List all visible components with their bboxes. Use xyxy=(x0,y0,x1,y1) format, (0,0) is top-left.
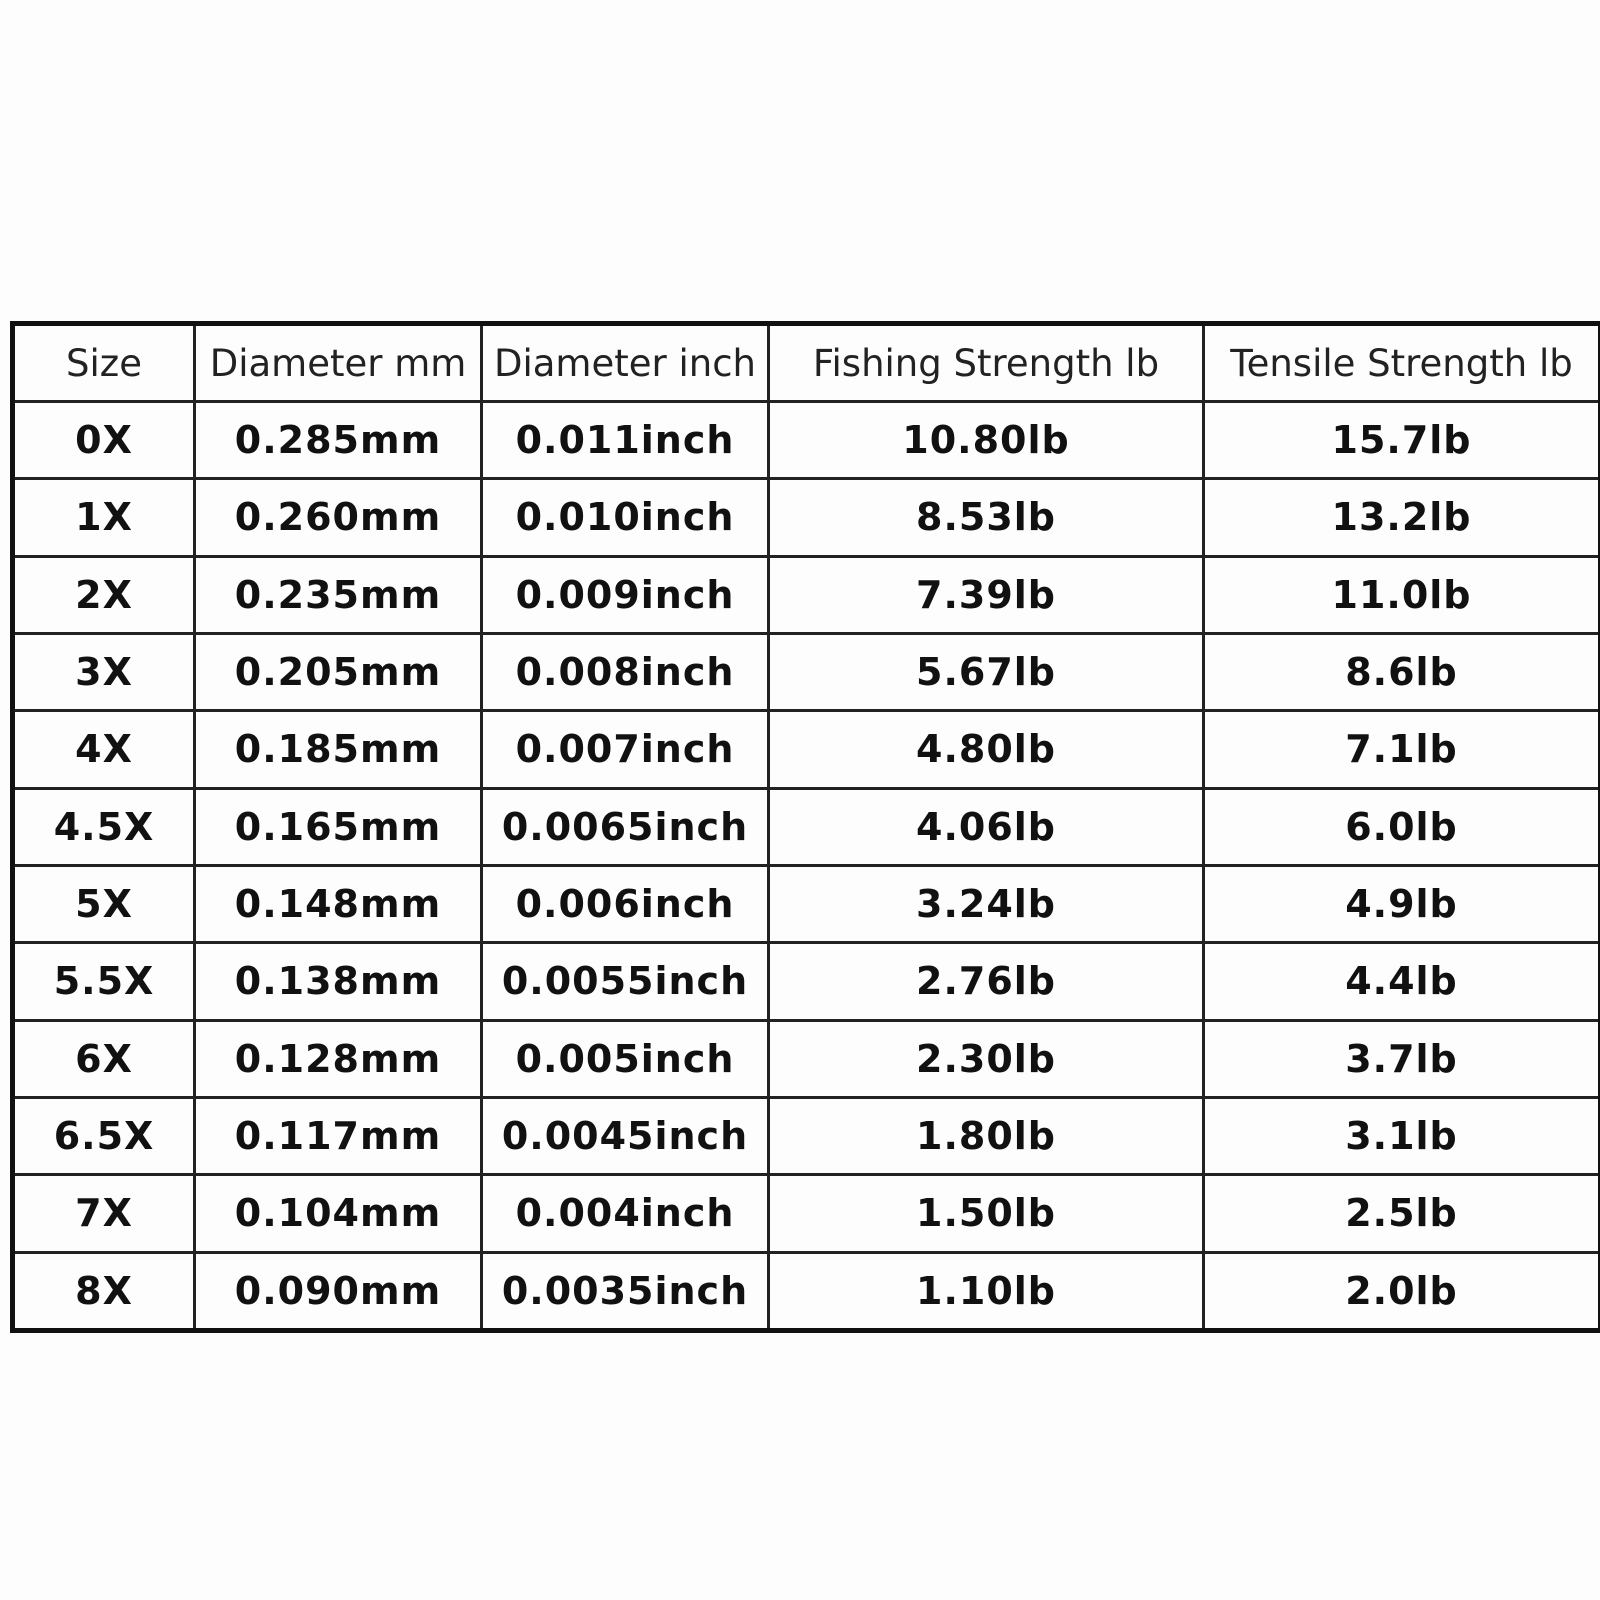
cell-tensile-strength: 15.7lb xyxy=(1204,402,1600,479)
cell-fishing-strength: 5.67lb xyxy=(769,633,1204,710)
cell-size: 2X xyxy=(13,556,195,633)
cell-size: 3X xyxy=(13,633,195,710)
cell-fishing-strength: 7.39lb xyxy=(769,556,1204,633)
cell-diameter-mm: 0.128mm xyxy=(195,1020,482,1097)
cell-fishing-strength: 1.10lb xyxy=(769,1252,1204,1330)
cell-size: 4.5X xyxy=(13,788,195,865)
table-row xyxy=(13,402,1600,479)
cell-diameter-mm: 0.185mm xyxy=(195,711,482,788)
cell-diameter-inch: 0.010inch xyxy=(482,479,769,556)
table-row xyxy=(13,865,1600,942)
cell-size: 6.5X xyxy=(13,1097,195,1174)
header-size: Size xyxy=(13,324,195,402)
table-header-row xyxy=(13,324,1600,402)
cell-diameter-mm: 0.285mm xyxy=(195,402,482,479)
cell-diameter-mm: 0.138mm xyxy=(195,943,482,1020)
cell-diameter-inch: 0.0045inch xyxy=(482,1097,769,1174)
cell-size: 7X xyxy=(13,1175,195,1252)
tippet-size-table xyxy=(10,321,1600,1333)
cell-fishing-strength: 1.80lb xyxy=(769,1097,1204,1174)
cell-diameter-inch: 0.005inch xyxy=(482,1020,769,1097)
cell-diameter-mm: 0.165mm xyxy=(195,788,482,865)
header-fishing-strength: Fishing Strength lb xyxy=(769,324,1204,402)
table-row xyxy=(13,479,1600,556)
cell-diameter-mm: 0.090mm xyxy=(195,1252,482,1330)
cell-diameter-inch: 0.007inch xyxy=(482,711,769,788)
cell-diameter-mm: 0.117mm xyxy=(195,1097,482,1174)
table-row xyxy=(13,633,1600,710)
cell-size: 1X xyxy=(13,479,195,556)
table-row xyxy=(13,1097,1600,1174)
cell-size: 8X xyxy=(13,1252,195,1330)
cell-tensile-strength: 4.4lb xyxy=(1204,943,1600,1020)
cell-tensile-strength: 6.0lb xyxy=(1204,788,1600,865)
table-row xyxy=(13,1020,1600,1097)
header-diameter-mm: Diameter mm xyxy=(195,324,482,402)
cell-fishing-strength: 2.76lb xyxy=(769,943,1204,1020)
cell-diameter-inch: 0.011inch xyxy=(482,402,769,479)
cell-diameter-inch: 0.004inch xyxy=(482,1175,769,1252)
table-row xyxy=(13,711,1600,788)
cell-tensile-strength: 3.7lb xyxy=(1204,1020,1600,1097)
cell-diameter-inch: 0.0065inch xyxy=(482,788,769,865)
cell-size: 4X xyxy=(13,711,195,788)
cell-fishing-strength: 8.53lb xyxy=(769,479,1204,556)
cell-tensile-strength: 7.1lb xyxy=(1204,711,1600,788)
table-row xyxy=(13,788,1600,865)
cell-fishing-strength: 4.06lb xyxy=(769,788,1204,865)
cell-diameter-mm: 0.235mm xyxy=(195,556,482,633)
cell-fishing-strength: 1.50lb xyxy=(769,1175,1204,1252)
cell-diameter-inch: 0.0055inch xyxy=(482,943,769,1020)
cell-tensile-strength: 2.0lb xyxy=(1204,1252,1600,1330)
cell-tensile-strength: 4.9lb xyxy=(1204,865,1600,942)
table-row xyxy=(13,943,1600,1020)
cell-size: 0X xyxy=(13,402,195,479)
cell-tensile-strength: 13.2lb xyxy=(1204,479,1600,556)
cell-diameter-inch: 0.0035inch xyxy=(482,1252,769,1330)
cell-tensile-strength: 3.1lb xyxy=(1204,1097,1600,1174)
cell-size: 5.5X xyxy=(13,943,195,1020)
cell-fishing-strength: 10.80lb xyxy=(769,402,1204,479)
cell-tensile-strength: 11.0lb xyxy=(1204,556,1600,633)
cell-tensile-strength: 2.5lb xyxy=(1204,1175,1600,1252)
cell-diameter-inch: 0.008inch xyxy=(482,633,769,710)
table-row xyxy=(13,1175,1600,1252)
cell-diameter-inch: 0.006inch xyxy=(482,865,769,942)
cell-fishing-strength: 4.80lb xyxy=(769,711,1204,788)
cell-diameter-inch: 0.009inch xyxy=(482,556,769,633)
cell-diameter-mm: 0.104mm xyxy=(195,1175,482,1252)
cell-fishing-strength: 2.30lb xyxy=(769,1020,1204,1097)
table-row xyxy=(13,556,1600,633)
cell-size: 5X xyxy=(13,865,195,942)
cell-size: 6X xyxy=(13,1020,195,1097)
header-tensile-strength: Tensile Strength lb xyxy=(1204,324,1600,402)
cell-diameter-mm: 0.205mm xyxy=(195,633,482,710)
cell-fishing-strength: 3.24lb xyxy=(769,865,1204,942)
header-diameter-inch: Diameter inch xyxy=(482,324,769,402)
cell-diameter-mm: 0.148mm xyxy=(195,865,482,942)
table-row xyxy=(13,1252,1600,1330)
cell-diameter-mm: 0.260mm xyxy=(195,479,482,556)
cell-tensile-strength: 8.6lb xyxy=(1204,633,1600,710)
